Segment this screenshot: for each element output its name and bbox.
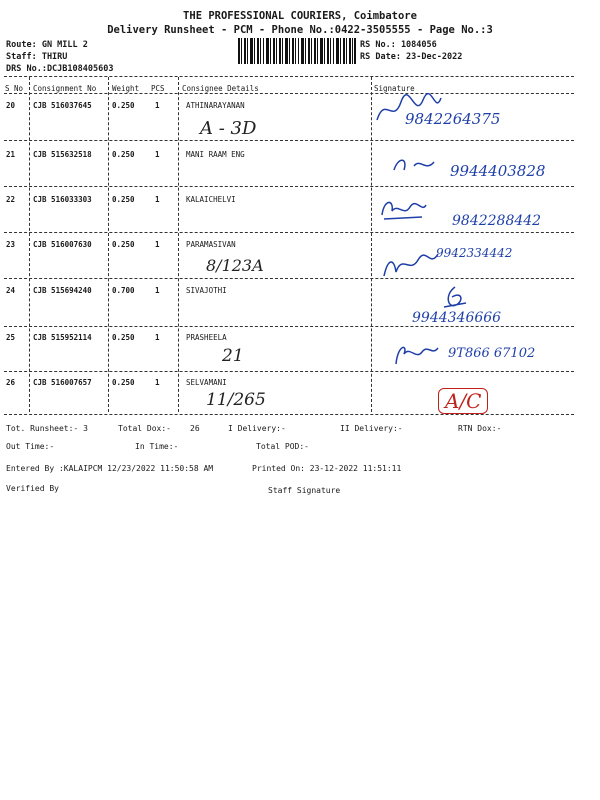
row-consignee: PARAMASIVAN (186, 240, 236, 249)
header-bottom-rule (4, 93, 574, 94)
row-divider (4, 140, 574, 141)
row-consignment: CJB 515694240 (33, 286, 92, 295)
row-consignment: CJB 515632518 (33, 150, 92, 159)
col-divider (178, 77, 179, 412)
row-divider (4, 371, 574, 372)
col-weight: Weight (112, 84, 140, 93)
row-pcs: 1 (155, 240, 160, 249)
row-divider (4, 278, 574, 279)
row-consignment: CJB 515952114 (33, 333, 92, 342)
row-weight: 0.250 (112, 333, 135, 342)
row-weight: 0.250 (112, 378, 135, 387)
in-time: In Time:- (135, 442, 179, 451)
row-sno: 21 (6, 150, 16, 159)
signature-mark (378, 195, 428, 223)
col-signature: Signature (374, 84, 415, 93)
col-consignment: Consignment No (33, 84, 97, 93)
rtn-dox: RTN Dox:- (458, 424, 502, 433)
verified-by: Verified By (6, 484, 59, 493)
row-pcs: 1 (155, 286, 160, 295)
row-weight: 0.250 (112, 101, 135, 110)
handwritten-address: 11/265 (206, 390, 266, 410)
row-weight: 0.700 (112, 286, 135, 295)
handwritten-phone: 9942334442 (436, 246, 513, 260)
row-weight: 0.250 (112, 195, 135, 204)
row-pcs: 1 (155, 378, 160, 387)
row-weight: 0.250 (112, 240, 135, 249)
col-pcs: PCS (151, 84, 165, 93)
row-consignee: PRASHEELA (186, 333, 227, 342)
runsheet-title: Delivery Runsheet - PCM - Phone No.:0422-3505555 - Page No.:3 (107, 24, 493, 36)
company-name: THE PROFESSIONAL COURIERS, Coimbatore (183, 10, 417, 22)
signature-mark (380, 248, 440, 280)
handwritten-phone: 9944346666 (412, 310, 502, 326)
ii-delivery: II Delivery:- (340, 424, 403, 433)
row-consignee: KALAICHELVI (186, 195, 236, 204)
row-pcs: 1 (155, 101, 160, 110)
handwritten-phone: 9944403828 (450, 162, 546, 180)
row-consignee: SIVAJOTHI (186, 286, 227, 295)
row-sno: 25 (6, 333, 16, 342)
printed-on: Printed On: 23-12-2022 11:51:11 (252, 464, 402, 473)
row-pcs: 1 (155, 150, 160, 159)
col-divider (29, 77, 30, 412)
handwritten-phone: 9T866 67102 (448, 346, 536, 361)
col-sno: S No (5, 84, 24, 93)
handwritten-address: 8/123A (206, 256, 264, 275)
rs-date: RS Date: 23-Dec-2022 (360, 52, 463, 62)
row-consignee: ATHINARAYANAN (186, 101, 245, 110)
barcode (238, 38, 356, 64)
handwritten-address: 21 (222, 346, 244, 366)
handwritten-mark: A/C (438, 388, 488, 414)
row-divider (4, 326, 574, 327)
total-dox-value: 26 (190, 424, 200, 433)
handwritten-address: A - 3D (200, 118, 257, 139)
signature-mark (440, 285, 470, 313)
row-weight: 0.250 (112, 150, 135, 159)
row-sno: 26 (6, 378, 16, 387)
row-consignee: SELVAMANI (186, 378, 227, 387)
row-pcs: 1 (155, 333, 160, 342)
i-delivery: I Delivery:- (228, 424, 286, 433)
out-time: Out Time:- (6, 442, 55, 451)
tot-runsheet: Tot. Runsheet:- 3 (6, 424, 88, 433)
row-divider (4, 186, 574, 187)
total-pod: Total POD:- (256, 442, 309, 451)
staff: Staff: THIRU (6, 52, 68, 62)
route: Route: GN MILL 2 (6, 40, 88, 50)
row-sno: 20 (6, 101, 16, 110)
row-consignment: CJB 516007657 (33, 378, 92, 387)
staff-signature: Staff Signature (268, 486, 341, 495)
col-consignee: Consignee Details (182, 84, 259, 93)
row-sno: 24 (6, 286, 16, 295)
col-divider (108, 77, 109, 412)
signature-mark (392, 338, 440, 368)
drs-number: DRS No.:DCJB108405603 (6, 64, 114, 74)
row-divider (4, 232, 574, 233)
rs-number: RS No.: 1084056 (360, 40, 437, 50)
table-top-rule (4, 76, 574, 77)
signature-mark (390, 152, 440, 177)
row-consignee: MANI RAAM ENG (186, 150, 245, 159)
row-pcs: 1 (155, 195, 160, 204)
row-consignment: CJB 516037645 (33, 101, 92, 110)
row-sno: 22 (6, 195, 16, 204)
row-consignment: CJB 516007630 (33, 240, 92, 249)
handwritten-phone: 9842288442 (452, 213, 542, 229)
total-dox-label: Total Dox:- (118, 424, 171, 433)
handwritten-phone: 9842264375 (405, 110, 501, 128)
entered-by: Entered By :KALAIPCM 12/23/2022 11:50:58 AM (6, 464, 214, 473)
row-consignment: CJB 516033303 (33, 195, 92, 204)
col-divider (371, 77, 372, 412)
table-bottom-rule (4, 414, 574, 415)
row-sno: 23 (6, 240, 16, 249)
